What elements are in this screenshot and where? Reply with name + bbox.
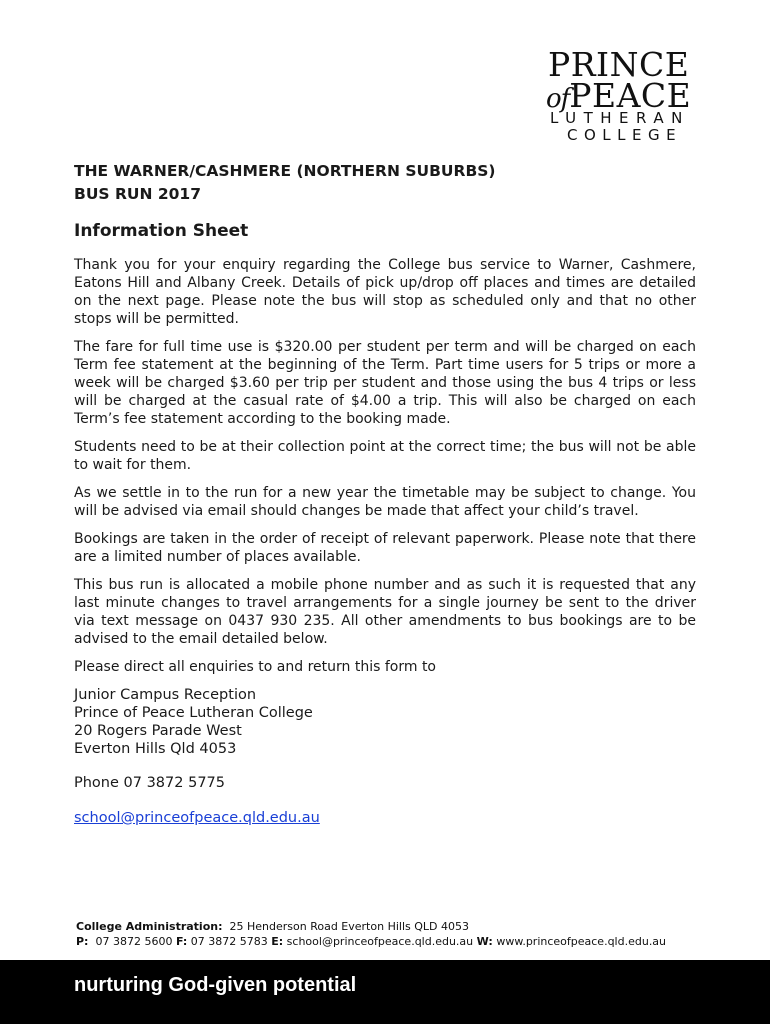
college-logo [540,45,700,144]
address-line: Prince of Peace Lutheran College [74,705,313,721]
logo-lutheran: LUTHERAN [550,109,690,127]
logo-peace: PEACE [569,76,692,115]
document-body [74,160,696,827]
paragraph-collection: Students need to be at their collection point at the correct time; the bus will not be able to wait for them. [74,439,696,473]
footer-admin-line [76,919,736,934]
fax-label: F: [175,935,188,948]
paragraph-fares: The fare for full time use is $320.00 per student per term and will be charged on each Term fee statement at the beginning of the Term. Part time users for 5 trips or more a week will be charged $3.60 per trip per student and those using the bus 4 trips or less will be charged at the casual rate of $4.00 a trip. This will also be charged on each Term’s fee statement according to the booking made. [74,339,696,427]
paragraph-timetable: As we settle in to the run for a new year the timetable may be subject to change. You will be advised via email should changes be made that affect your child’s travel. [74,485,696,519]
footer-website[interactable]: www.princeofpeace.qld.edu.au [496,935,667,948]
logo-prince: PRINCE [548,45,690,84]
footer-band [0,960,770,1024]
footer-contact [76,919,736,949]
return-address [74,686,696,758]
admin-label: College Administration: [76,920,223,933]
phone-value: 07 3872 5600 [95,935,173,948]
paragraph-mobile: This bus run is allocated a mobile phone number and as such it is requested that any last minute changes to travel arrangements for a single journey be sent to the driver via text message on 0437 930 235. All other amendments to bus bookings are to be advised to the email detailed below. [74,577,696,647]
document-title-year: BUS RUN 2017 [74,185,201,203]
address-line: 20 Rogers Parade West [74,723,242,739]
logo-of: of [546,84,570,114]
fax-value: 07 3872 5783 [190,935,268,948]
email-link[interactable]: school@princeofpeace.qld.edu.au [74,810,320,826]
address-line: Junior Campus Reception [74,687,257,703]
footer-contact-line [76,934,736,949]
logo-college: COLLEGE [567,126,683,144]
email-label: E: [271,935,284,948]
section-heading: Information Sheet [74,221,249,241]
tagline: nurturing God-given potential [74,974,357,996]
address-line: Everton Hills Qld 4053 [74,741,237,757]
phone-number: Phone 07 3872 5775 [74,775,225,791]
paragraph-bookings: Bookings are taken in the order of receipt of relevant paperwork. Please note that there are a limited number of places available. [74,531,696,565]
paragraph-direct: Please direct all enquiries to and return this form to [74,659,436,675]
web-label: W: [476,935,493,948]
admin-address: 25 Henderson Road Everton Hills QLD 4053 [229,920,469,933]
document-title: THE WARNER/CASHMERE (NORTHERN SUBURBS) [74,162,496,180]
footer-email[interactable]: school@princeofpeace.qld.edu.au [286,935,474,948]
phone-label: P: [76,935,89,948]
paragraph-enquiry: Thank you for your enquiry regarding the College bus service to Warner, Cashmere, Eatons Hill and Albany Creek. Details of pick up/drop off places and times are detailed on the next page. Please note the bus will stop as scheduled only and that no other stops will be permitted. [74,257,696,327]
